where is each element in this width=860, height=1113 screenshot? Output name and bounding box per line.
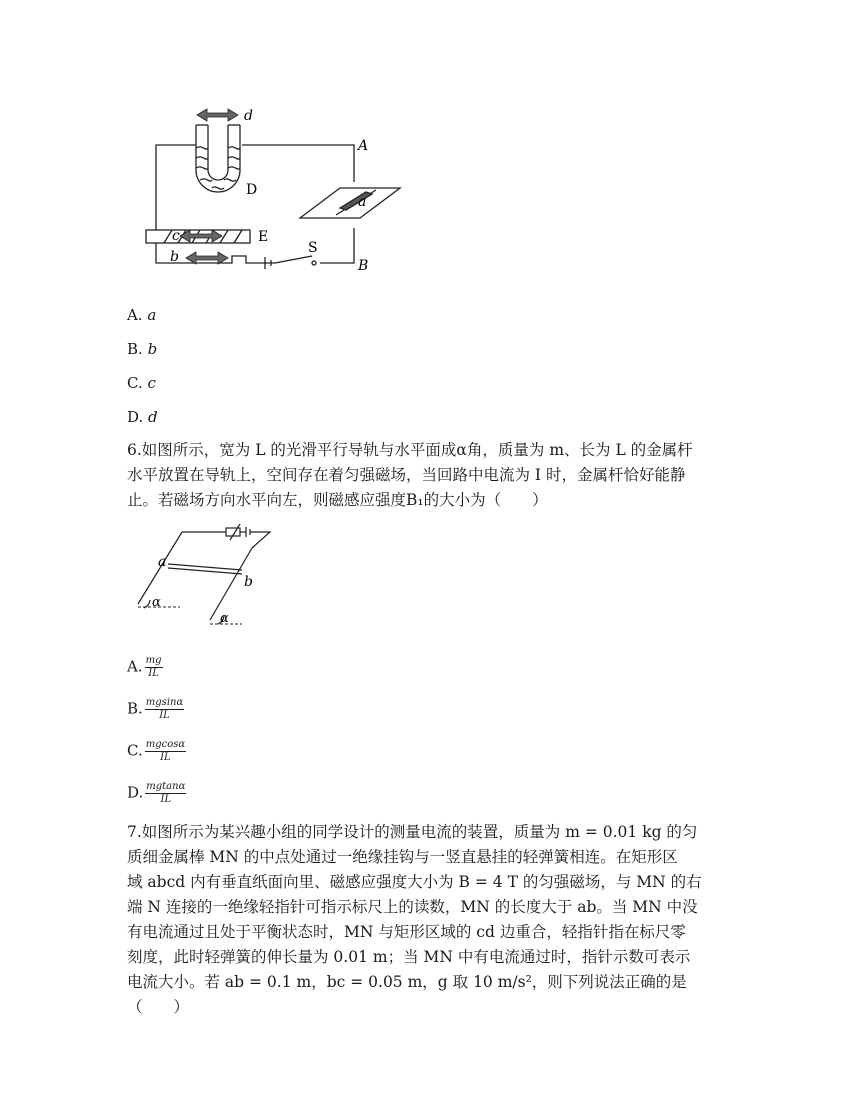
label-S: S: [308, 240, 318, 256]
q5-option-d[interactable]: D. d: [127, 408, 158, 426]
q5-option-b[interactable]: B. b: [127, 340, 158, 358]
figure-q6-rails: [130, 522, 280, 628]
label-d: d: [244, 108, 253, 124]
label-c: c: [172, 228, 180, 244]
q6-option-b[interactable]: B. $\frac{mgsin\alpha}{IL}$: [127, 697, 184, 721]
q5-option-a[interactable]: A. a: [127, 306, 157, 324]
label-E: E: [258, 229, 269, 245]
question-6: 6.如图所示，宽为 L 的光滑平行导轨与水平面成α角，质量为 m、长为 L 的金属杆 水平放置在导轨上，空间存在着匀强磁场，当回路中电流为 I 时，金属杆恰好能静 止。若磁场方向水平向左，则磁感应强度B₁的大小为（ ）: [127, 441, 693, 509]
label-a: a: [158, 554, 167, 570]
q6-option-d[interactable]: D. $\frac{mgtan\alpha}{IL}$: [127, 781, 186, 805]
fraction: $\frac{mgtan\alpha}{IL}$: [146, 781, 186, 805]
label-B: B: [358, 258, 369, 274]
label-D: D: [246, 182, 258, 198]
label-b: b: [170, 249, 179, 265]
question-7: 7.如图所示为某兴趣小组的同学设计的测量电流的装置，质量为 m = 0.01 kg 的匀 质细金属棒 MN 的中点处通过一绝缘挂钩与一竖直悬挂的轻弹簧相连。在矩形区 域 abcd 内有垂直纸面向里、磁感应强度大小为 B = 4 T 的匀强磁场，与 MN 的右 端 N 连接的一绝缘轻指针可指示标尺上的读数，MN 的长度大于 ab。当 MN 中没 有电流通过且处于平衡状态时，MN 与矩形区域的 cd 边重合，轻指针指在标尺零 刻度，此时轻弹簧的伸长量为 0.01 m；当 MN 中有电流通过时，指针示数可表示 电流大小。若 ab = 0.1 m，bc = 0.05 m，g 取 10 m/s²，则下列说法正确的是 （ ）: [127, 823, 702, 1016]
q6-option-c[interactable]: C. $\frac{mgcos\alpha}{IL}$: [127, 739, 186, 763]
label-a: a: [358, 194, 367, 210]
label-A: A: [358, 138, 369, 154]
fraction: $\frac{mgcos\alpha}{IL}$: [145, 739, 186, 763]
q6-option-a[interactable]: A. $\frac{mg}{IL}$: [127, 655, 162, 679]
label-alpha-1: α: [152, 595, 161, 610]
label-alpha-2: α: [220, 611, 229, 626]
q5-option-c[interactable]: C. c: [127, 374, 156, 392]
fraction: $\frac{mg}{IL}$: [145, 655, 162, 679]
figure-q5-circuit: [140, 100, 410, 275]
label-b: b: [244, 574, 253, 590]
fraction: $\frac{mgsin\alpha}{IL}$: [145, 697, 184, 721]
